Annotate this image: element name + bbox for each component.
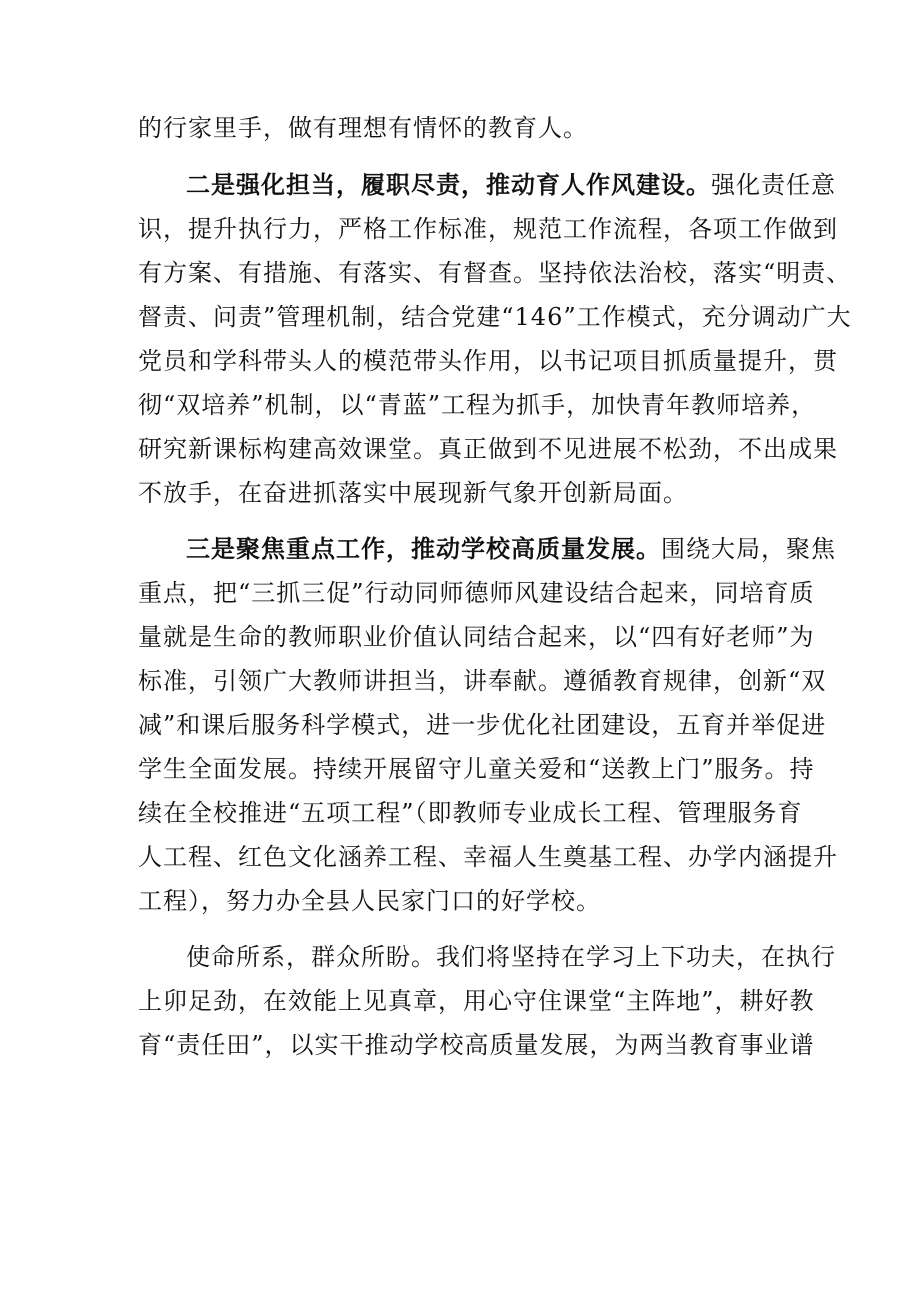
paragraph-line: 标准，引领广大教师讲担当，讲奉献。遵循教育规律，创新“双 [138,667,827,695]
paragraph-line: 不放手，在奋进抓落实中展现新气象开创新局面。 [138,479,688,507]
paragraph-line: 工程），努力办全县人民家门口的好学校。 [138,887,601,915]
paragraph-line: 育“责任田”，以实干推动学校高质量发展，为两当教育事业谱 [138,1031,815,1059]
section-heading: 三是聚焦重点工作，推动学校高质量发展。 [186,534,661,563]
paragraph-line: 督责、问责”管理机制，结合党建“146”工作模式，充分调动广大 [138,303,852,331]
paragraph-line: 党员和学科带头人的模范带头作用，以书记项目抓质量提升，贯 [138,347,838,375]
paragraph-text: 围绕大局，聚焦 [661,535,836,563]
paragraph-line: 研究新课标构建高效课堂。真正做到不见进展不松劲，不出成果 [138,435,838,463]
paragraph-line: 续在全校推进“五项工程”（即教师专业成长工程、管理服务育 [138,799,803,827]
paragraph-line: 人工程、红色文化涵养工程、幸福人生奠基工程、办学内涵提升 [138,843,838,871]
paragraph-line: 上卯足劲，在效能上见真章，用心守住课堂“主阵地”，耕好教 [138,987,815,1015]
paragraph-line: 量就是生命的教师职业价值认同结合起来，以“四有好老师”为 [138,623,815,651]
paragraph-line: 彻“双培养”机制，以“青蓝”工程为抓手，加快青年教师培养， [138,391,817,419]
paragraph-line [186,534,836,564]
paragraph-line: 有方案、有措施、有落实、有督查。坚持依法治校，落实“明责、 [138,259,852,287]
paragraph-line: 重点，把“三抓三促”行动同师德师风建设结合起来，同培育质 [138,579,815,607]
paragraph-line: 的行家里手，做有理想有情怀的教育人。 [138,114,588,142]
paragraph-line: 减”和课后服务科学模式，进一步优化社团建设，五育并举促进 [138,711,827,739]
section-heading: 二是强化担当，履职尽责，推动育人作风建设。 [186,170,711,199]
paragraph-line: 使命所系，群众所盼。我们将坚持在学习上下功夫，在执行 [186,943,836,971]
paragraph-line [186,170,836,200]
paragraph-text: 强化责任意 [711,171,836,199]
paragraph-line: 学生全面发展。持续开展留守儿童关爱和“送教上门”服务。持 [138,755,815,783]
paragraph-line: 识，提升执行力，严格工作标准，规范工作流程，各项工作做到 [138,215,838,243]
